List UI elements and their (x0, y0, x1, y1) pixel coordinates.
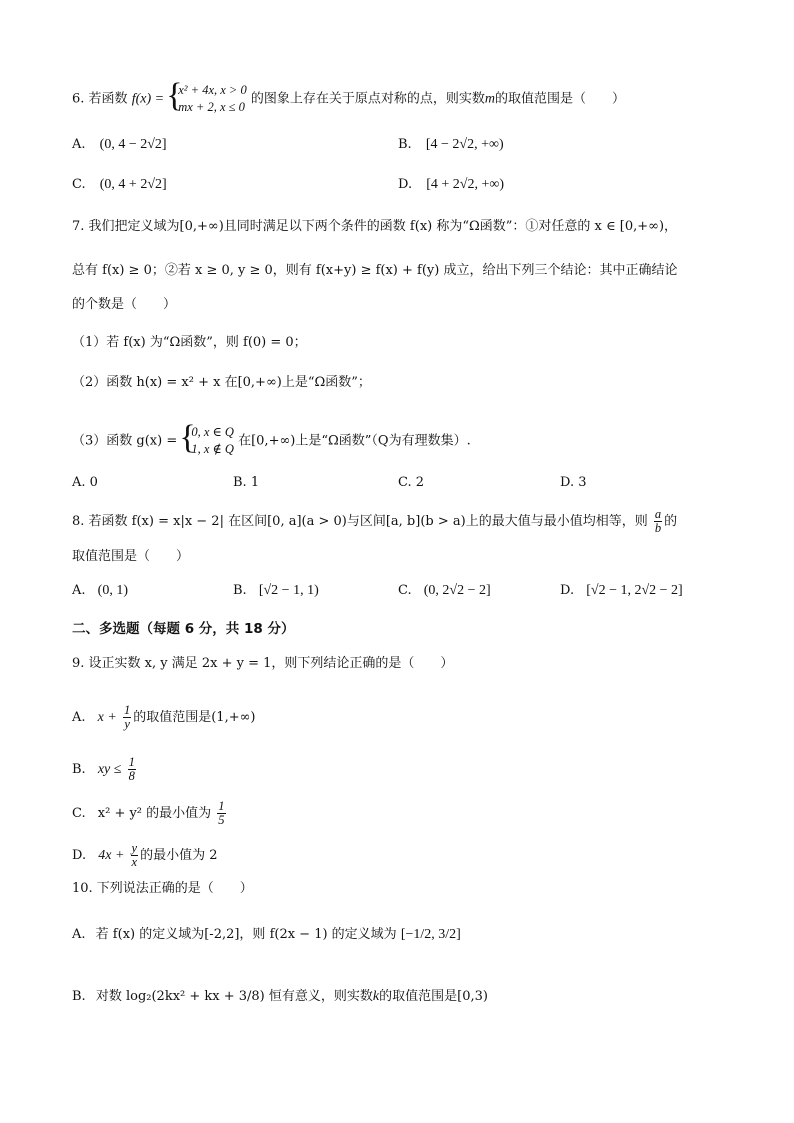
q6-post: 的图象上存在关于原点对称的点，则实数 (250, 91, 485, 107)
frac-den: y (124, 717, 130, 731)
q7-case-2: 1, x ∉ Q (191, 442, 234, 456)
option-label: D. (560, 583, 575, 598)
option-text: [4 + 2√2, +∞) (426, 177, 505, 192)
q9a-pre: x + (97, 710, 117, 725)
option-label: A. (72, 137, 86, 152)
q7-s3-pre: （3）函数 g(x) = (72, 433, 178, 449)
question-7-line-2: 总有 f(x) ≥ 0；②若 x ≥ 0, y ≥ 0，则有 f(x+y) ≥ f(x) + f(y) 成立，给出下列三个结论：其中正确结论 (72, 263, 678, 278)
option-text: 3 (578, 475, 587, 490)
option-text: 2 (415, 475, 425, 490)
option-text: [√2 − 1, 1) (258, 583, 319, 598)
option-label: A. (72, 475, 86, 490)
q9b-pre: xy ≤ (97, 762, 122, 777)
option-label: A. (72, 710, 86, 725)
q8-option-b[interactable] (233, 582, 319, 600)
question-9-stem: 9. 设正实数 x, y 满足 2x + y = 1，则下列结论正确的是（ ） (72, 656, 454, 671)
option-label: B. (72, 989, 86, 1004)
q9-option-c[interactable] (72, 800, 228, 827)
option-text: [√2 − 1, 2√2 − 2] (586, 583, 683, 598)
option-label: D. (72, 848, 87, 863)
q6-tail: 的取值范围是（ ） (495, 91, 626, 107)
option-label: D. (398, 177, 413, 192)
q8-post: 的 (664, 514, 678, 529)
question-8-line-2: 取值范围是（ ） (72, 549, 190, 564)
q8-fraction (654, 508, 662, 535)
q8-option-c[interactable] (398, 582, 491, 600)
frac-den: 5 (218, 813, 225, 827)
question-8-line-1 (72, 508, 677, 535)
q10b-post: 的取值范围是[0,3) (379, 989, 488, 1004)
q9c-pre: x² + y² 的最小值为 (97, 806, 212, 821)
q10a-value: [−1/2, 3/2] (400, 927, 461, 942)
option-label: A. (72, 927, 86, 942)
option-label: C. (398, 475, 412, 490)
option-label: C. (398, 583, 412, 598)
q10b-pre: 对数 log₂(2kx² + kx + 3/8) 恒有意义，则实数 (95, 989, 373, 1004)
question-7-statement-1: （1）若 f(x) 为“Ω函数”，则 f(0) = 0； (72, 335, 307, 350)
q6-option-d[interactable] (398, 176, 504, 194)
q8-frac-num: a (654, 507, 662, 521)
frac-num: y (131, 841, 138, 855)
option-label: D. (560, 475, 575, 490)
q7-option-b[interactable] (233, 474, 259, 492)
q8-pre: 8. 若函数 f(x) = x|x − 2| 在区间[0, a](a > 0)与区间[a, b](b > a)上的最大值与最小值均相等，则 (72, 514, 648, 529)
question-7-line-1: 7. 我们把定义域为[0,+∞)且同时满足以下两个条件的函数 f(x) 称为“Ω函数”：①对任意的 x ∈ [0,+∞)， (72, 219, 678, 234)
q6-case-1: { x² + 4x, x > 0 (178, 83, 247, 97)
option-text: (0, 4 − 2√2] (99, 137, 167, 152)
q10-option-a[interactable] (72, 926, 461, 944)
q7-case-1: { 0, x ∈ Q (191, 425, 234, 439)
option-text: (0, 1) (97, 583, 128, 598)
option-text: 0 (89, 475, 98, 490)
q9a-post: 的取值范围是(1,+∞) (133, 710, 256, 725)
question-number: 6. (72, 91, 85, 107)
q7-s3-post: 在[0,+∞)上是“Ω函数”（Q为有理数集）. (238, 433, 471, 449)
option-label: A. (72, 583, 86, 598)
q7-option-c[interactable] (398, 474, 424, 492)
q6-piecewise (168, 82, 247, 116)
option-label: B. (233, 475, 247, 490)
option-label: B. (72, 762, 86, 777)
q6-option-b[interactable] (398, 136, 504, 154)
q10a-pre: 若 f(x) 的定义域为[-2,2]，则 f(2x − 1) 的定义域为 (95, 927, 397, 942)
q7-option-d[interactable] (560, 474, 587, 492)
option-label: C. (72, 177, 86, 192)
q8-option-d[interactable] (560, 582, 683, 600)
q9d-fraction (131, 842, 139, 869)
q6-case-2: mx + 2, x ≤ 0 (178, 100, 245, 114)
question-7-statement-2: （2）函数 h(x) = x² + x 在[0,+∞)上是“Ω函数”； (72, 375, 371, 390)
q9-option-a[interactable] (72, 704, 256, 731)
question-7-line-3: 的个数是（ ） (72, 297, 177, 312)
q6-var: m (484, 91, 496, 107)
option-text: (0, 2√2 − 2] (423, 583, 491, 598)
option-text: (0, 4 + 2√2] (99, 177, 167, 192)
q10b-var: k (372, 989, 380, 1004)
frac-num: 1 (123, 703, 131, 717)
q9-option-d[interactable] (72, 842, 218, 869)
q6-option-a[interactable] (72, 136, 167, 154)
option-label: B. (233, 583, 247, 598)
section-2-title: 二、多选题（每题 6 分，共 18 分） (72, 621, 295, 637)
question-10-stem: 10. 下列说法正确的是（ ） (72, 881, 253, 896)
q9-option-b[interactable] (72, 756, 138, 783)
q7-piecewise (181, 424, 234, 458)
q10-option-b[interactable] (72, 988, 488, 1006)
q8-option-a[interactable] (72, 582, 128, 600)
q9b-fraction (128, 756, 136, 783)
q6-pre: 若函数 (88, 91, 128, 107)
frac-num: 1 (218, 799, 225, 813)
q9c-fraction (217, 800, 225, 827)
q8-frac-den: b (654, 521, 662, 535)
question-6-stem (72, 82, 625, 116)
q6-function: f(x) = (131, 91, 165, 107)
q6-option-c[interactable] (72, 176, 167, 194)
question-7-statement-3 (72, 424, 471, 458)
option-text: [4 − 2√2, +∞) (425, 137, 504, 152)
option-label: C. (72, 806, 86, 821)
q9d-pre: 4x + (98, 848, 125, 863)
q9a-fraction (123, 704, 131, 731)
option-label: B. (398, 137, 412, 152)
frac-den: 8 (128, 769, 135, 783)
option-text: 1 (250, 475, 260, 490)
frac-den: x (131, 855, 138, 869)
q7-option-a[interactable] (72, 474, 98, 492)
frac-num: 1 (128, 755, 135, 769)
q9d-post: 的最小值为 2 (140, 848, 218, 863)
